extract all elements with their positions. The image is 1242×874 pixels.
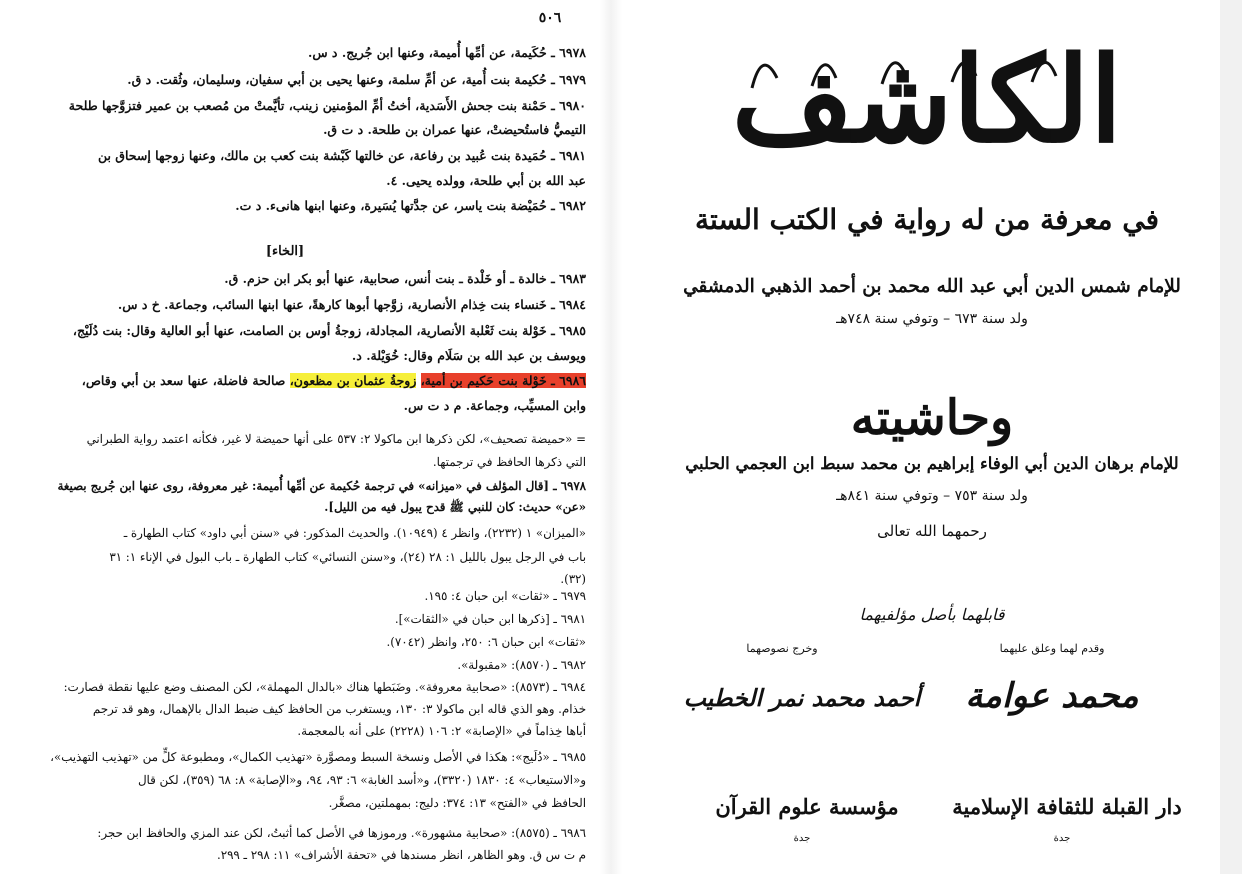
footnote-line: و«الاستيعاب» ٤: ١٨٣٠ (٣٣٢٠)، و«أسد الغابة» ٦: ٩٣، ٩٤، و«الإصابة» ٨: ٦٨ (٣٥٩)، لكن قال (137, 773, 586, 787)
footnote-line: أباها خِذاماً في «الإصابة» ٢: ١٠٦ (٢٢٢٨) على أنه بالمعجمة. (297, 724, 586, 738)
page-number: ٥٠٦ (538, 10, 562, 26)
footnote-line: «ثقات» ابن حبان ٦: ٢٥٠، وانظر (٧٠٤٢). (386, 635, 586, 649)
footnote-line: (٣٢). (560, 572, 586, 586)
entry-line: ٦٩٨٥ ـ خَوْلة بنت ثَعْلبة الأنصارية، المجادلة، زوجةُ أوس بن الصامت، عنها أبو العالية وقال: بنت دُلَيْج، (72, 323, 586, 338)
footnote-line: = «حميضة تصحيف»، لكن ذكرها ابن ماكولا ٢: ٥٣٧ على أنها حميضة لا غير، فكأنه اعتمد رواية الطبراني (86, 432, 586, 446)
book-spine (600, 0, 622, 874)
hashiya-author: للإمام برهان الدين أبي الوفاء إبراهيم بن محمد سبط ابن العجمي الحلبي (685, 454, 1179, 473)
footnote-line: «الميزان» ١ (٢٢٣٢)، وانظر ٤ (١٠٩٤٩). والحديث المذكور: في «سنن أبي داود» كتاب الطهارة ـ (123, 526, 586, 540)
footnote-line: ٦٩٨١ ـ [ذكرها ابن حبان في «الثقات»]. (394, 612, 586, 626)
blessing-text: رحمهما الله تعالى (877, 522, 987, 540)
entry-line: ويوسف بن عبد الله بن سَلَام وقال: خُوَيْلة. د. (351, 348, 586, 363)
entry-line: التيميُّ فاستُحيضتْ، عنها عمران بن طلحة. د ت ق. (323, 122, 586, 137)
title-page (622, 0, 1220, 874)
highlight-plain-text: صالحة فاضلة، عنها سعد بن أبي وقاص، (81, 373, 286, 388)
footnote-line: خذام. وهو الذي قاله ابن ماكولا ٣: ١٣٠، ويستغرب من الحافظ كيف ضبط الدال بالإهمال، وهو قد ترجم (92, 702, 586, 716)
editor-name-b: أحمد محمد نمر الخطيب (683, 684, 921, 712)
left-page (0, 0, 600, 874)
footnote-line: ٦٩٧٨ ـ [قال المؤلف في «ميزانه» في ترجمة حُكيمة عن أمِّها أُميمة: غير معروفة، روى عنها ابن جُريج بصيغة (57, 479, 586, 493)
entry-line: ٦٩٨٤ ـ خَنساء بنت خِذام الأنصارية، زوَّجها أبوها كارهةً، عنها ابنها السائب، وجماعة. خ د س. (117, 297, 586, 312)
publisher-city-b: جدة (793, 833, 811, 844)
footnote-line: ٦٩٧٩ ـ «ثقات» ابن حبان ٤: ١٩٥. (424, 589, 586, 603)
entry-line: ٦٩٧٨ ـ حُكَيمة، عن أمِّها أُميمة، وعنها ابن جُريج. د س. (307, 45, 586, 60)
footnote-line: باب في الرجل يبول بالليل ١: ٢٨ (٢٤)، و«سنن النسائي» كتاب الطهارة ـ باب البول في الإناء ١: ٣١ (109, 550, 586, 564)
entry-line: ٦٩٨٢ ـ حُمَيْضة بنت ياسر، عن جدَّتها يُسَيرة، وعنها ابنها هانىء. د ت. (235, 198, 586, 213)
section-heading: [الخاء] (265, 244, 305, 259)
editor-role-b: وخرج نصوصهما (746, 642, 818, 655)
footnote-line: الحافظ في «الفتح» ١٣: ٣٧٤: دليج: بمهملتين، مصغَّر. (328, 796, 586, 810)
editor-role-a: وقدم لهما وعلق عليهما (999, 642, 1105, 655)
entry-line: ٦٩٨١ ـ حُمَيدة بنت عُبيد بن رفاعة، عن خالتها كَبْشة بنت كعب بن مالك، وعنها زوجها إسحاق بن (97, 148, 586, 163)
footnote-line: ٦٩٨٥ ـ «دُلَيج»: هكذا في الأصل ونسخة السبط ومصوَّرة «تهذيب الكمال»، ومطبوعة كلٍّ من «تهذيب التهذيب»، (50, 750, 586, 764)
red-highlight: ٦٩٨٦ ـ خَوْلة بنت حَكيم بن أمية، (420, 373, 586, 388)
footnote-line: «عن» حديث: كان للنبي ﷺ قدح يبول فيه من الليل]. (324, 500, 586, 514)
book-title: الكاشف (731, 30, 1123, 169)
footnote-line: ٦٩٨٢ ـ (٨٥٧٠): «مقبولة». (457, 658, 586, 672)
footnote-line: التي ذكرها الحافظ في ترجمتها. (432, 455, 586, 469)
editor-name-a: محمد عوامة (965, 676, 1139, 716)
footnote-line: ٦٩٨٤ ـ (٨٥٧٣): «صحابية معروفة». وضَبَطها هناك «بالدال المهملة»، لكن المصنف وضع عليها نقطة فصارت: (63, 680, 586, 694)
publisher-city-a: جدة (1053, 833, 1071, 844)
entry-line: ٦٩٧٩ ـ حُكيمة بنت أُمية، عن أمِّ سلمة، وعنها يحيى بن أبي سفيان، وسليمان، وثُقت. د ق. (127, 72, 586, 87)
hashiya-dates: ولد سنة ٧٥٣ – وتوفي سنة ٨٤١هـ (836, 488, 1028, 504)
footnote-line: ٦٩٨٦ ـ (٨٥٧٥): «صحابية مشهورة». ورموزها في الأصل كما أثبتُ، لكن عند المزي والحافظ ابن حجر: (97, 826, 586, 840)
footnote-line: م ت س ق. وهو الظاهر، انظر مسندها في «تحفة الأشراف» ١١: ٢٩٨ ـ ٢٩٩. (217, 848, 586, 862)
hashiya-title: وحاشيته (850, 390, 1014, 446)
yellow-highlight: زوجةُ عثمان بن مظعون، (289, 373, 417, 388)
publisher-logo-a: دار القبلة للثقافة الإسلامية (952, 794, 1182, 819)
book-subtitle: في معرفة من له رواية في الكتب الستة (695, 203, 1159, 236)
collation-note: قابلهما بأصل مؤلفيهما (859, 605, 1005, 624)
entry-line: ٦٩٨٠ ـ حَمْنة بنت جحش الأَسَدية، أختُ أمِّ المؤمنين زينب، تأيَّمتْ من مُصعب بن عمير فتزوَّجها طلحة (68, 98, 586, 113)
author-name: للإمام شمس الدين أبي عبد الله محمد بن أحمد الذهبي الدمشقي (683, 276, 1181, 297)
entry-line: ٦٩٨٣ ـ خالدة ـ أو خَلْدة ـ بنت أنس، صحابية، عنها أبو بكر ابن حزم. ق. (224, 271, 586, 286)
publisher-logo-b: مؤسسة علوم القرآن (715, 794, 899, 819)
entry-line: عبد الله بن أبي طلحة، وولده يحيى. ٤. (386, 173, 586, 188)
author-dates: ولد سنة ٦٧٣ – وتوفي سنة ٧٤٨هـ (836, 311, 1028, 327)
highlighted-entry (82, 372, 586, 389)
page-edge (1220, 0, 1242, 874)
entry-line: وابن المسيِّب، وجماعة. م د ت س. (403, 398, 586, 413)
